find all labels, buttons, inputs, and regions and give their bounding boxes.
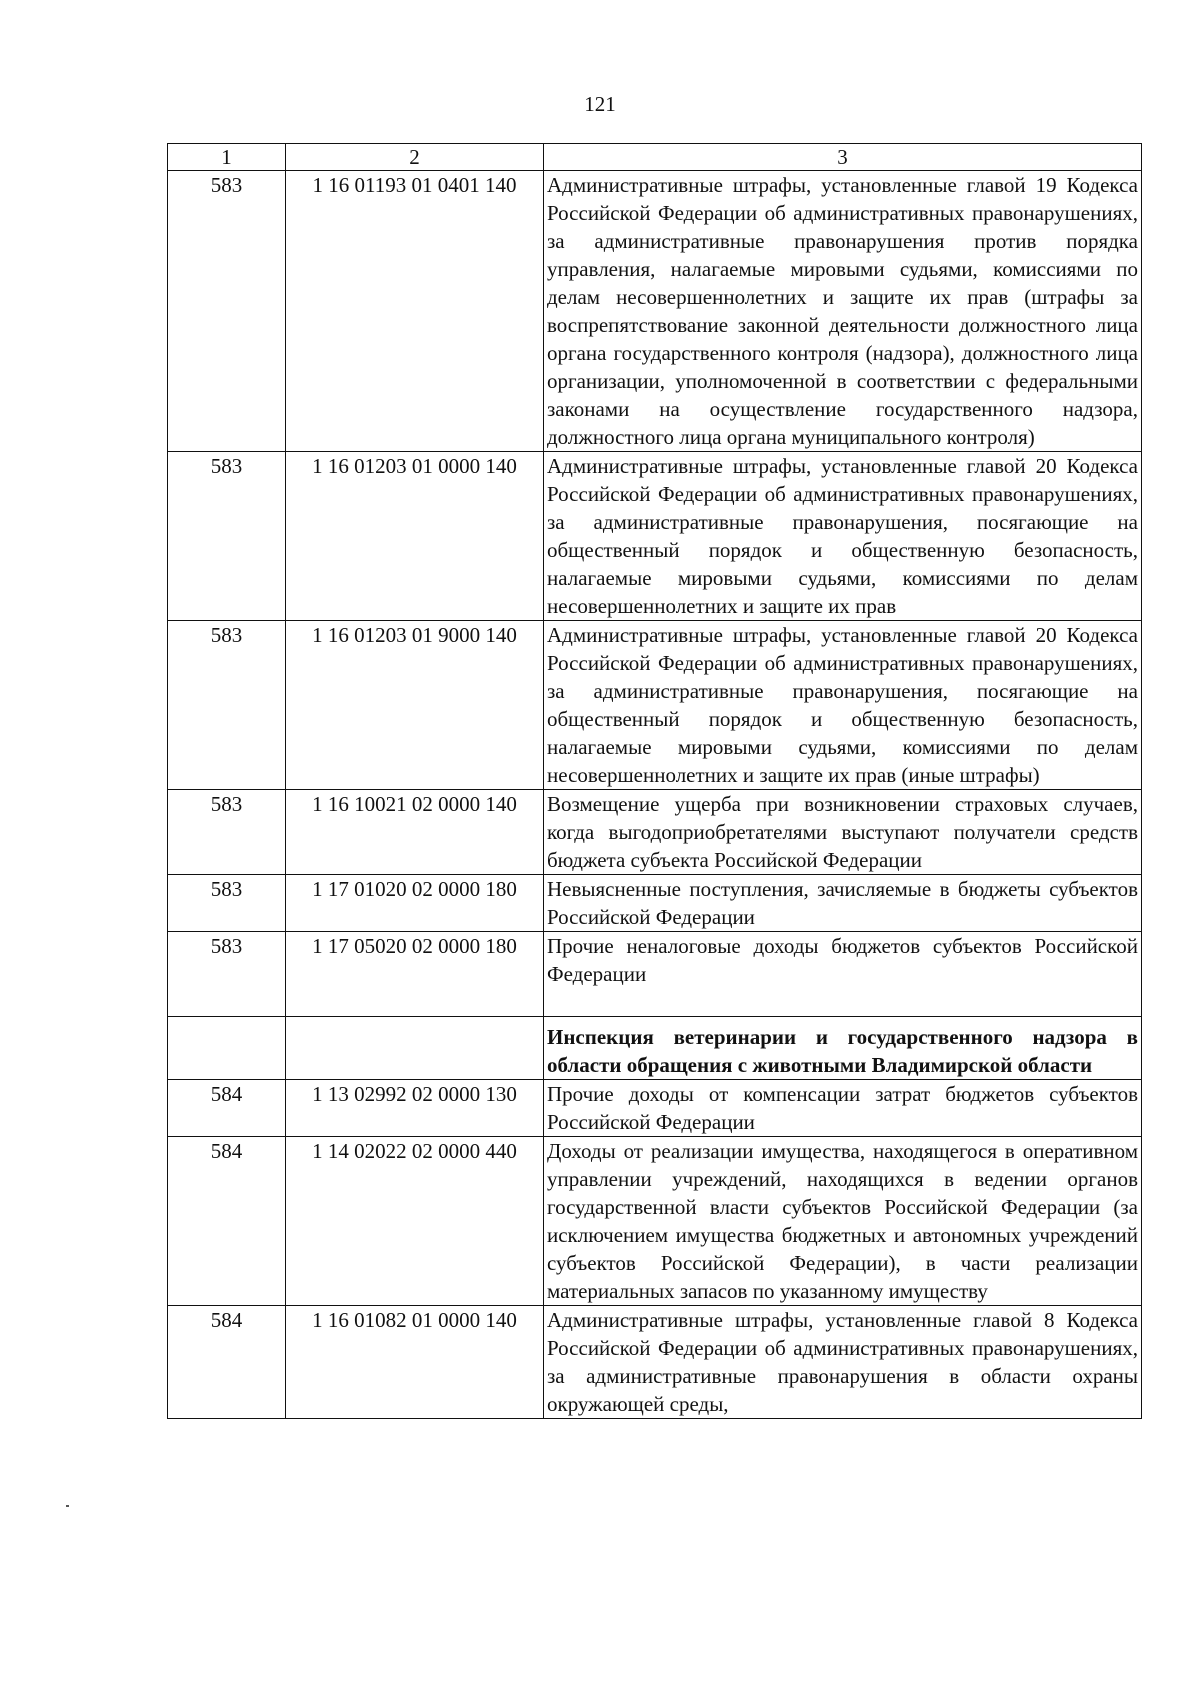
- revenue-code-cell: 1 13 02992 02 0000 130: [286, 1080, 544, 1137]
- table-row: [168, 1137, 1142, 1306]
- admin-code-cell: 584: [168, 1306, 286, 1419]
- revenue-code-cell: 1 17 01020 02 0000 180: [286, 875, 544, 932]
- revenue-code-cell: 1 16 01193 01 0401 140: [286, 171, 544, 452]
- column-header-2: 2: [286, 144, 544, 171]
- revenue-description-cell: Прочие неналоговые доходы бюджетов субъектов Российской Федерации: [544, 932, 1142, 1017]
- revenue-code-cell: 1 16 01082 01 0000 140: [286, 1306, 544, 1419]
- revenue-description-cell: Административные штрафы, установленные главой 20 Кодекса Российской Федерации об административных правонарушениях, за административные правонарушения, посягающие на общественный порядок и общественную безопасность, налагаемые мировыми судьями, комиссиями по делам несовершеннолетних и защите их прав (иные штрафы): [544, 621, 1142, 790]
- section-heading-row: [168, 1017, 1142, 1080]
- revenue-code-cell: 1 16 01203 01 0000 140: [286, 452, 544, 621]
- admin-code-cell: [168, 1017, 286, 1080]
- column-header-3: 3: [544, 144, 1142, 171]
- table-header-row: [168, 144, 1142, 171]
- revenue-description-cell: Прочие доходы от компенсации затрат бюджетов субъектов Российской Федерации: [544, 1080, 1142, 1137]
- revenue-description-cell: Возмещение ущерба при возникновении страховых случаев, когда выгодоприобретателями выступают получатели средств бюджета субъекта Российской Федерации: [544, 790, 1142, 875]
- admin-code-cell: 583: [168, 932, 286, 1017]
- table-row: [168, 875, 1142, 932]
- table-row: [168, 1306, 1142, 1419]
- revenue-description-cell: Административные штрафы, установленные главой 19 Кодекса Российской Федерации об административных правонарушениях, за административные правонарушения против порядка управления, налагаемые мировыми судьями, комиссиями по делам несовершеннолетних и защите их прав (штрафы за воспрепятствование законной деятельности должностного лица органа государственного контроля (надзора), должностного лица организации, уполномоченной в соответствии с федеральными законами на осуществление государственного надзора, должностного лица органа муниципального контроля): [544, 171, 1142, 452]
- revenue-code-cell: 1 16 01203 01 9000 140: [286, 621, 544, 790]
- revenue-description-cell: Невыясненные поступления, зачисляемые в бюджеты субъектов Российской Федерации: [544, 875, 1142, 932]
- administrator-heading-cell: Инспекция ветеринарии и государственного надзора в области обращения с животными Владимирской области: [544, 1017, 1142, 1080]
- scan-speck: [66, 1505, 69, 1507]
- column-header-1: 1: [168, 144, 286, 171]
- admin-code-cell: 583: [168, 452, 286, 621]
- table-row: [168, 790, 1142, 875]
- revenue-codes-table: [167, 143, 1142, 1419]
- revenue-code-cell: 1 17 05020 02 0000 180: [286, 932, 544, 1017]
- table-row: [168, 171, 1142, 452]
- admin-code-cell: 583: [168, 621, 286, 790]
- admin-code-cell: 583: [168, 875, 286, 932]
- table-row: [168, 621, 1142, 790]
- page-number: 121: [584, 92, 616, 116]
- revenue-code-cell: 1 16 10021 02 0000 140: [286, 790, 544, 875]
- admin-code-cell: 583: [168, 171, 286, 452]
- table-row: [168, 932, 1142, 1017]
- revenue-code-cell: [286, 1017, 544, 1080]
- admin-code-cell: 584: [168, 1080, 286, 1137]
- admin-code-cell: 584: [168, 1137, 286, 1306]
- admin-code-cell: 583: [168, 790, 286, 875]
- revenue-description-cell: Административные штрафы, установленные главой 8 Кодекса Российской Федерации об административных правонарушениях, за административные правонарушения в области охраны окружающей среды,: [544, 1306, 1142, 1419]
- table-row: [168, 452, 1142, 621]
- revenue-code-cell: 1 14 02022 02 0000 440: [286, 1137, 544, 1306]
- table-row: [168, 1080, 1142, 1137]
- revenue-description-cell: Доходы от реализации имущества, находящегося в оперативном управлении учреждений, находящихся в ведении органов государственной власти субъектов Российской Федерации (за исключением имущества бюджетных и автономных учреждений субъектов Российской Федерации), в части реализации материальных запасов по указанному имуществу: [544, 1137, 1142, 1306]
- revenue-description-cell: Административные штрафы, установленные главой 20 Кодекса Российской Федерации об административных правонарушениях, за административные правонарушения, посягающие на общественный порядок и общественную безопасность, налагаемые мировыми судьями, комиссиями по делам несовершеннолетних и защите их прав: [544, 452, 1142, 621]
